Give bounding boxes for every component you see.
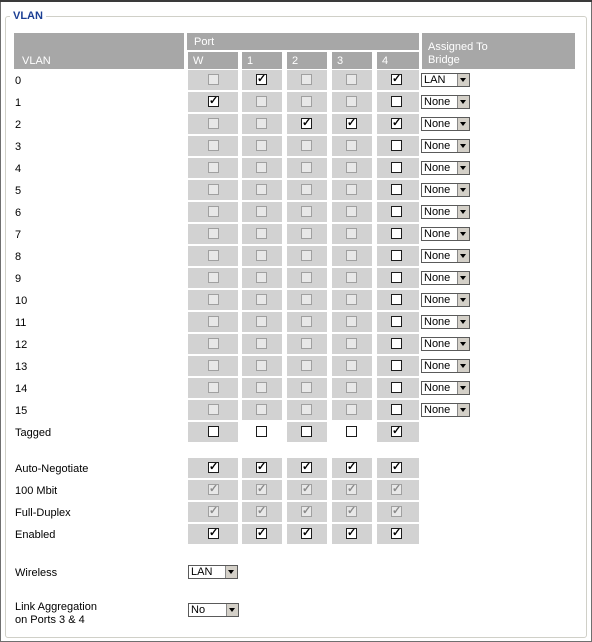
vlan-3-bridge-select[interactable] [421,139,470,153]
bridge-select-value: LAN [424,74,446,86]
vlan-8-bridge-select[interactable] [421,249,470,263]
checkmark-icon: ✓ [392,425,402,437]
checkmark-icon: ✓ [257,527,267,539]
chevron-down-icon [457,404,469,416]
vlan-0-port-3-checkbox [346,74,357,85]
vlan-10-port-4-checkbox[interactable] [391,294,402,305]
bridge-select-value: None [424,228,451,240]
chevron-down-icon [457,184,469,196]
checkmark-icon: ✓ [257,73,267,85]
port-option-label: Full-Duplex [15,507,71,519]
chevron-down-icon [457,382,469,394]
chevron-down-icon [457,162,469,174]
vlan-row-label: 7 [15,229,22,241]
vlan-15-port-3-checkbox [346,404,357,415]
100-mbit-port-1-checkbox [256,484,267,495]
port-header-label: W [193,55,204,67]
auto-negotiate-port-3-checkbox[interactable] [346,462,357,473]
bridge-select-value: None [424,382,451,394]
vlan-14-port-1-checkbox [256,382,267,393]
checkmark-icon: ✓ [302,527,312,539]
link-aggregation-value: No [191,604,206,616]
vlan-5-port-4-checkbox[interactable] [391,184,402,195]
vlan-4-port-1-checkbox [256,162,267,173]
checkmark-icon: ✓ [347,117,357,129]
checkmark-icon: ✓ [302,505,312,517]
checkmark-icon: ✓ [302,483,312,495]
checkmark-icon: ✓ [257,505,267,517]
vlan-column-header [14,33,184,69]
vlan-6-port-3-checkbox [346,206,357,217]
vlan-4-port-2-checkbox [301,162,312,173]
chevron-down-icon [457,140,469,152]
checkmark-icon: ✓ [257,461,267,473]
checkmark-icon: ✓ [347,505,357,517]
vlan-7-port-w-checkbox [208,228,219,239]
vlan-11-port-1-checkbox [256,316,267,327]
chevron-down-icon [225,566,237,578]
checkmark-icon: ✓ [302,117,312,129]
chevron-down-icon [457,272,469,284]
assigned-bridge-header [422,33,575,69]
vlan-9-port-2-checkbox [301,272,312,283]
vlan-9-bridge-select[interactable] [421,271,470,285]
full-duplex-port-1-checkbox [256,506,267,517]
vlan-3-port-1-checkbox [256,140,267,151]
link-aggregation-label-line2: on Ports 3 & 4 [15,614,85,626]
chevron-down-icon [457,294,469,306]
enabled-port-4-checkbox[interactable] [391,528,402,539]
vlan-7-port-2-checkbox [301,228,312,239]
100-mbit-port-4-checkbox [391,484,402,495]
vlan-12-port-4-checkbox[interactable] [391,338,402,349]
auto-negotiate-port-w-checkbox[interactable] [208,462,219,473]
bridge-select-value: None [424,140,451,152]
wireless-label: Wireless [15,567,58,579]
vlan-1-bridge-select[interactable] [421,95,470,109]
bridge-select-value: None [424,360,451,372]
vlan-row-label: 3 [15,141,22,153]
vlan-15-port-2-checkbox [301,404,312,415]
full-duplex-port-2-checkbox [301,506,312,517]
port-header-label: 4 [382,55,389,67]
bridge-select-value: None [424,250,451,262]
100-mbit-port-w-checkbox [208,484,219,495]
vlan-11-port-2-checkbox [301,316,312,327]
port-header-label: 2 [292,55,299,67]
vlan-8-port-3-checkbox [346,250,357,261]
port-option-label: Auto-Negotiate [15,463,89,475]
vlan-14-port-4-checkbox[interactable] [391,382,402,393]
vlan-7-port-4-checkbox[interactable] [391,228,402,239]
checkmark-icon: ✓ [347,461,357,473]
vlan-9-port-1-checkbox [256,272,267,283]
vlan-7-port-1-checkbox [256,228,267,239]
checkmark-icon: ✓ [209,95,219,107]
vlan-0-port-2-checkbox [301,74,312,85]
vlan-row-label: 9 [15,273,22,285]
bridge-select-value: None [424,96,451,108]
vlan-13-bridge-select[interactable] [421,359,470,373]
vlan-6-port-1-checkbox [256,206,267,217]
vlan-legend: VLAN [10,10,46,22]
checkmark-icon: ✓ [392,483,402,495]
100-mbit-port-2-checkbox [301,484,312,495]
port-header-2 [287,52,327,69]
checkmark-icon: ✓ [392,505,402,517]
assigned-header-line1: Assigned To [428,41,488,53]
port-group-header [187,33,419,50]
vlan-14-port-3-checkbox [346,382,357,393]
vlan-0-port-w-checkbox [208,74,219,85]
port-header-4 [377,52,419,69]
vlan-row-label: 1 [15,97,22,109]
vlan-6-port-w-checkbox [208,206,219,217]
vlan-0-port-1-checkbox[interactable] [256,74,267,85]
chevron-down-icon [457,360,469,372]
bridge-select-value: None [424,272,451,284]
vlan-13-port-w-checkbox [208,360,219,371]
vlan-8-port-w-checkbox [208,250,219,261]
vlan-13-port-3-checkbox [346,360,357,371]
port-header-label: 3 [337,55,344,67]
assigned-header-line2: Bridge [428,54,460,66]
vlan-3-port-w-checkbox [208,140,219,151]
vlan-4-port-w-checkbox [208,162,219,173]
vlan-14-port-w-checkbox [208,382,219,393]
vlan-5-port-1-checkbox [256,184,267,195]
port-header-3 [332,52,372,69]
vlan-2-port-2-checkbox[interactable] [301,118,312,129]
vlan-4-port-3-checkbox [346,162,357,173]
vlan-row-label: 0 [15,75,22,87]
vlan-12-port-3-checkbox [346,338,357,349]
vlan-row-label: 4 [15,163,22,175]
assigned-header-label [428,41,488,67]
vlan-row-label: 12 [15,339,28,351]
vlan-12-port-w-checkbox [208,338,219,349]
vlan-10-port-3-checkbox [346,294,357,305]
vlan-6-bridge-select[interactable] [421,205,470,219]
vlan-row-label: 11 [15,317,27,329]
vlan-row-label: 6 [15,207,22,219]
bridge-select-value: None [424,184,451,196]
enabled-port-w-checkbox[interactable] [208,528,219,539]
vlan-row-label: 10 [15,295,28,307]
chevron-down-icon [457,206,469,218]
vlan-14-port-2-checkbox [301,382,312,393]
vlan-11-port-4-checkbox[interactable] [391,316,402,327]
checkmark-icon: ✓ [392,461,402,473]
vlan-1-port-3-checkbox [346,96,357,107]
vlan-8-port-1-checkbox [256,250,267,261]
checkmark-icon: ✓ [209,527,219,539]
vlan-13-port-4-checkbox[interactable] [391,360,402,371]
vlan-row-label: 14 [15,383,28,395]
chevron-down-icon [457,338,469,350]
chevron-down-icon [226,604,238,616]
vlan-14-bridge-select[interactable] [421,381,470,395]
port-header-label: Port [194,36,215,48]
vlan-2-port-1-checkbox [256,118,267,129]
vlan-6-port-2-checkbox [301,206,312,217]
checkmark-icon: ✓ [347,527,357,539]
bridge-select-value: None [424,162,451,174]
auto-negotiate-port-2-checkbox[interactable] [301,462,312,473]
vlan-12-port-1-checkbox [256,338,267,349]
vlan-1-port-1-checkbox [256,96,267,107]
checkmark-icon: ✓ [347,483,357,495]
vlan-13-port-1-checkbox [256,360,267,371]
full-duplex-port-4-checkbox [391,506,402,517]
vlan-0-port-4-checkbox[interactable] [391,74,402,85]
vlan-1-port-2-checkbox [301,96,312,107]
vlan-9-port-w-checkbox [208,272,219,283]
checkmark-icon: ✓ [209,461,219,473]
full-duplex-port-3-checkbox [346,506,357,517]
vlan-9-port-4-checkbox[interactable] [391,272,402,283]
vlan-4-bridge-select[interactable] [421,161,470,175]
vlan-2-port-4-checkbox[interactable] [391,118,402,129]
vlan-12-port-2-checkbox [301,338,312,349]
chevron-down-icon [457,316,469,328]
vlan-2-port-3-checkbox[interactable] [346,118,357,129]
vlan-15-port-w-checkbox [208,404,219,415]
checkmark-icon: ✓ [302,461,312,473]
vlan-8-port-4-checkbox[interactable] [391,250,402,261]
bridge-select-value: None [424,206,451,218]
vlan-3-port-2-checkbox [301,140,312,151]
checkmark-icon: ✓ [209,483,219,495]
wireless-bridge-select[interactable] [188,565,238,579]
vlan-5-bridge-select[interactable] [421,183,470,197]
checkmark-icon: ✓ [209,505,219,517]
vlan-row-label: 15 [15,405,28,417]
tagged-port-4-checkbox[interactable] [391,426,402,437]
vlan-7-bridge-select[interactable] [421,227,470,241]
tagged-label: Tagged [15,427,52,439]
link-aggregation-label-line1: Link Aggregation [15,601,97,613]
checkmark-icon: ✓ [392,527,402,539]
checkmark-icon: ✓ [392,73,402,85]
vlan-10-port-1-checkbox [256,294,267,305]
vlan-12-bridge-select[interactable] [421,337,470,351]
100-mbit-port-3-checkbox [346,484,357,495]
wireless-bridge-value: LAN [191,566,213,578]
vlan-11-port-w-checkbox [208,316,219,327]
chevron-down-icon [457,96,469,108]
link-aggregation-label [15,601,97,627]
full-duplex-port-w-checkbox [208,506,219,517]
vlan-2-bridge-select[interactable] [421,117,470,131]
vlan-9-port-3-checkbox [346,272,357,283]
vlan-11-bridge-select[interactable] [421,315,470,329]
vlan-13-port-2-checkbox [301,360,312,371]
vlan-5-port-3-checkbox [346,184,357,195]
vlan-2-port-w-checkbox [208,118,219,129]
tagged-port-w-checkbox[interactable] [208,426,219,437]
vlan-1-port-4-checkbox[interactable] [391,96,402,107]
vlan-row-label: 2 [15,119,22,131]
port-header-w [188,52,238,69]
vlan-3-port-4-checkbox[interactable] [391,140,402,151]
chevron-down-icon [457,250,469,262]
vlan-10-port-2-checkbox [301,294,312,305]
vlan-10-bridge-select[interactable] [421,293,470,307]
enabled-port-2-checkbox[interactable] [301,528,312,539]
enabled-port-3-checkbox[interactable] [346,528,357,539]
chevron-down-icon [457,228,469,240]
vlan-8-port-2-checkbox [301,250,312,261]
bridge-select-value: None [424,404,451,416]
vlan-1-port-w-checkbox[interactable] [208,96,219,107]
port-option-label: 100 Mbit [15,485,58,497]
chevron-down-icon [457,74,469,86]
link-aggregation-select[interactable] [188,603,239,617]
port-option-label: Enabled [15,529,56,541]
auto-negotiate-port-1-checkbox[interactable] [256,462,267,473]
bridge-select-value: None [424,294,451,306]
port-header-label: 1 [247,55,254,67]
vlan-10-port-w-checkbox [208,294,219,305]
vlan-4-port-4-checkbox[interactable] [391,162,402,173]
bridge-select-value: None [424,316,451,328]
vlan-row-label: 5 [15,185,22,197]
vlan-15-port-4-checkbox[interactable] [391,404,402,415]
vlan-6-port-4-checkbox[interactable] [391,206,402,217]
port-header-1 [242,52,282,69]
vlan-5-port-w-checkbox [208,184,219,195]
tagged-port-2-checkbox[interactable] [301,426,312,437]
vlan-15-port-1-checkbox [256,404,267,415]
vlan-7-port-3-checkbox [346,228,357,239]
vlan-11-port-3-checkbox [346,316,357,327]
vlan-row-label: 8 [15,251,22,263]
bridge-select-value: None [424,118,451,130]
bridge-select-value: None [424,338,451,350]
checkmark-icon: ✓ [392,117,402,129]
checkmark-icon: ✓ [257,483,267,495]
auto-negotiate-port-4-checkbox[interactable] [391,462,402,473]
vlan-5-port-2-checkbox [301,184,312,195]
vlan-15-bridge-select[interactable] [421,403,470,417]
vlan-row-label: 13 [15,361,28,373]
vlan-0-bridge-select[interactable] [421,73,470,87]
vlan-3-port-3-checkbox [346,140,357,151]
window-top-edge [0,0,592,2]
tagged-port-3-checkbox[interactable] [346,426,357,437]
enabled-port-1-checkbox[interactable] [256,528,267,539]
vlan-header-label: VLAN [22,55,51,67]
chevron-down-icon [457,118,469,130]
tagged-port-1-checkbox[interactable] [256,426,267,437]
